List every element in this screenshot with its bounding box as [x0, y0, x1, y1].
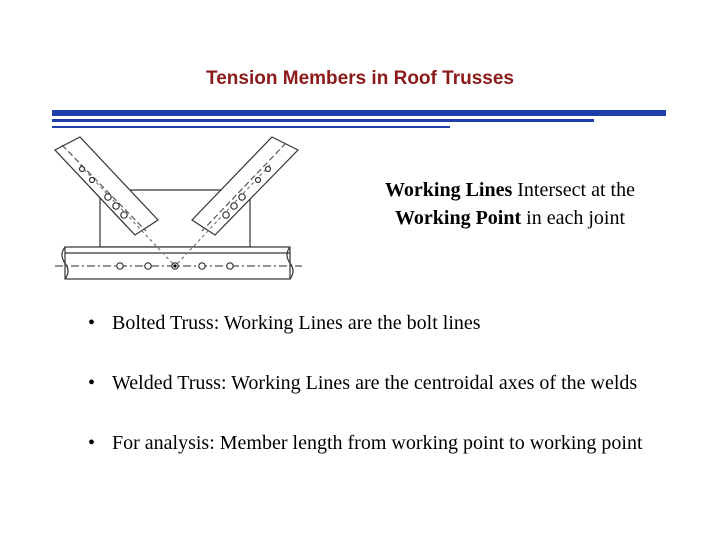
title-rule-thin	[52, 126, 450, 128]
bolt	[199, 263, 205, 269]
bolt	[266, 167, 271, 172]
bolt	[80, 167, 85, 172]
bullet-item	[88, 430, 668, 456]
bolt	[256, 178, 261, 183]
bolt	[113, 203, 119, 209]
title-rule-medium	[52, 119, 594, 122]
bullet-marker: •	[88, 372, 96, 394]
caption-working-lines: Working Lines	[385, 179, 513, 201]
bolt	[121, 212, 127, 218]
caption-line2-rest: in each joint	[521, 207, 625, 229]
caption-line-2	[340, 204, 680, 232]
bolt	[223, 212, 229, 218]
working-point-marker	[173, 264, 176, 267]
diagram-caption	[340, 176, 680, 232]
bolt	[227, 263, 233, 269]
title-rule-thick	[52, 110, 666, 116]
bullet-text: Bolted Truss: Working Lines are the bolt lines	[112, 312, 481, 334]
bullet-marker: •	[88, 312, 96, 334]
bullet-text: Welded Truss: Working Lines are the centroidal axes of the welds	[112, 372, 638, 394]
bullet-list	[88, 310, 668, 490]
bolt	[231, 203, 237, 209]
slide-title: Tension Members in Roof Trusses	[206, 68, 514, 89]
bolt	[90, 178, 95, 183]
bolt	[105, 194, 111, 200]
truss-joint-diagram	[50, 135, 310, 295]
bullet-text: For analysis: Member length from working point to working point	[112, 432, 643, 454]
bullet-marker: •	[88, 432, 96, 454]
caption-working-point: Working Point	[395, 207, 522, 229]
caption-line-1	[340, 176, 680, 204]
bolt	[117, 263, 123, 269]
bolt	[145, 263, 151, 269]
bullet-item	[88, 370, 668, 396]
bolt	[239, 194, 245, 200]
caption-line1-rest: Intersect at the	[512, 179, 635, 201]
bullet-item	[88, 310, 668, 336]
